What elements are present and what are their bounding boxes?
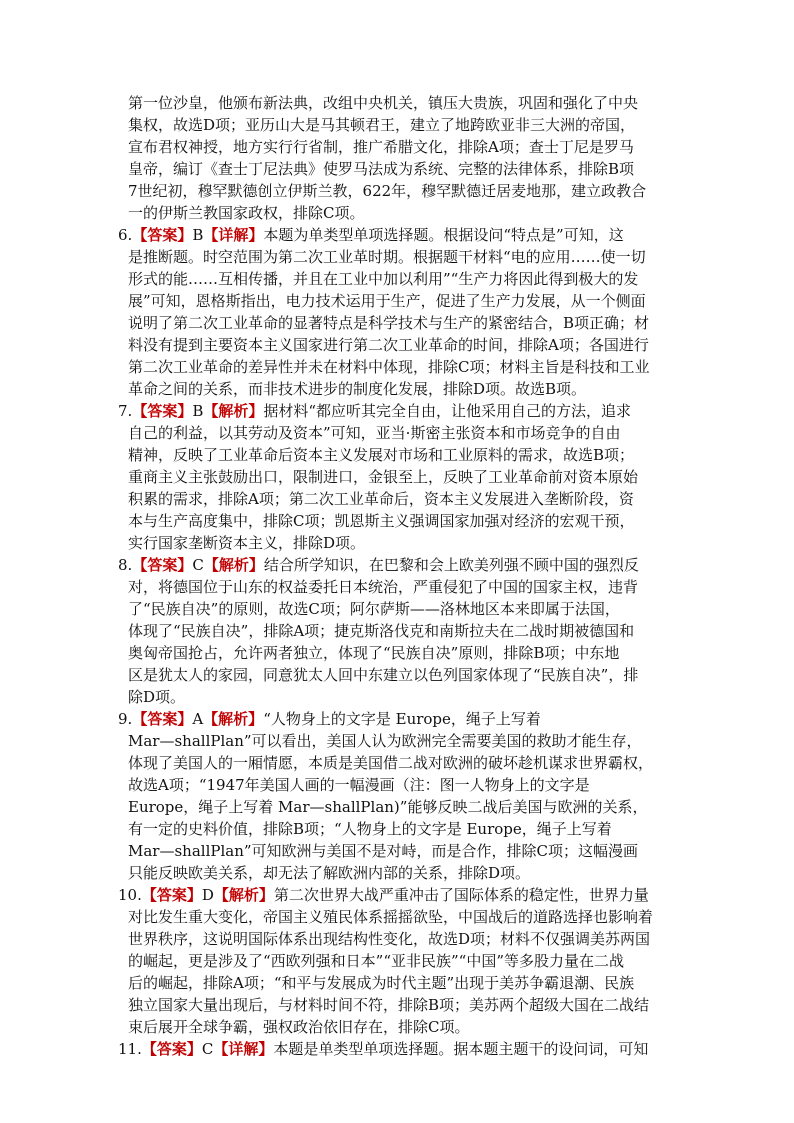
- explanation-text: Mar—shallPlan”可知欧洲与美国不是对峙，而是合作，排除C项；这幅漫画: [128, 842, 639, 860]
- text-line: [118, 994, 684, 1016]
- text-line: [118, 906, 684, 928]
- answer-tag: 【答案】: [132, 710, 193, 728]
- text-line: [118, 818, 684, 840]
- explanation-text: 体现了美国人的一厢情愿，本质是美国借二战对欧洲的破坏趁机谋求世界霸权，: [128, 754, 654, 772]
- explanation-tag: 【详解】: [213, 1040, 274, 1058]
- answer-item: [118, 1038, 684, 1060]
- text-line: [118, 400, 684, 422]
- explanation-text: 除D项。: [128, 688, 186, 706]
- explanation-text: Mar—shallPlan”可以看出，美国人认为欧洲完全需要美国的救助才能生存，: [128, 732, 642, 750]
- explanation-tag: 【解析】: [203, 556, 264, 574]
- text-line: [118, 730, 684, 752]
- text-line: [118, 378, 684, 400]
- question-number: 8.: [118, 556, 133, 574]
- question-number: 9.: [118, 710, 133, 728]
- explanation-text: 体现了“民族自决”，排除A项；捷克斯洛伐克和南斯拉夫在二战时期被德国和: [128, 622, 635, 640]
- explanation-text: 束后展开全球争霸，强权政治依旧存在，排除C项。: [128, 1018, 470, 1036]
- text-line: [118, 422, 684, 444]
- explanation-tag: 【解析】: [213, 886, 274, 904]
- explanation-text: 后的崛起，排除A项；“和平与发展成为时代主题”出现于美苏争霸退潮、民族: [128, 974, 635, 992]
- text-line: [118, 664, 684, 686]
- explanation-text: 独立国家大量出现后，与材料时间不符，排除B项；美苏两个超级大国在二战结: [128, 996, 650, 1014]
- text-line: [118, 840, 684, 862]
- text-line: [118, 444, 684, 466]
- text-line: [118, 312, 684, 334]
- text-line: [118, 708, 684, 730]
- explanation-text: 料没有提到主要资本主义国家进行第二次工业革命的时间，排除A项；各国进行: [128, 336, 649, 354]
- explanation-text: 结合所学知识，在巴黎和会上欧美列强不顾中国的强烈反: [263, 556, 639, 574]
- explanation-text: 对，将德国位于山东的权益委托日本统治，严重侵犯了中国的国家主权，违背: [128, 578, 639, 596]
- explanation-text: 积累的需求，排除A项；第二次工业革命后，资本主义发展进入垄断阶段，资: [128, 490, 634, 508]
- text-line: [118, 972, 684, 994]
- answer-item: [118, 554, 684, 708]
- text-line: [118, 466, 684, 488]
- explanation-tag: 【解析】: [203, 710, 264, 728]
- answer-tag: 【答案】: [132, 402, 193, 420]
- text-line: [118, 686, 684, 708]
- text-line: 宣布君权神授，地方实行行省制，推广希腊文化，排除A项；查士丁尼是罗马: [128, 138, 634, 156]
- text-line: [118, 554, 684, 576]
- answer-tag: 【答案】: [132, 556, 193, 574]
- text-line: [118, 246, 684, 268]
- explanation-text: 说明了第二次工业革命的显著特点是科学技术与生产的紧密结合，B项正确；材: [128, 314, 650, 332]
- explanation-text: 故选A项；“1947年美国人画的一幅漫画（注：图一人物身上的文字是: [128, 776, 590, 794]
- explanation-text: 是推断题。时空范围为第二次工业革时期。根据题干材料“电的应用……使一切: [128, 248, 646, 266]
- text-line: [118, 884, 684, 906]
- text-line: 集权，故选D项；亚历山大是马其顿君王，建立了地跨欧亚非三大洲的帝国，: [128, 116, 636, 134]
- text-line: [118, 290, 684, 312]
- text-line: 第一位沙皇，他颁布新法典，改组中央机关，镇压大贵族，巩固和强化了中央: [128, 94, 639, 112]
- explanation-text: 第二次工业革命的差异性并未在材料中体现，排除C项；材料主旨是科技和工业: [128, 358, 650, 376]
- explanation-text: 革命之间的关系，而非技术进步的制度化发展，排除D项。故选B项。: [128, 380, 587, 398]
- answer-tag: 【答案】: [132, 226, 193, 244]
- explanation-text: 区是犹太人的家园，同意犹太人回中东建立以色列国家体现了“民族自决”，排: [128, 666, 639, 684]
- explanation-text: 本题是单类型单项选择题。据本题主题干的设问词，可知: [273, 1040, 649, 1058]
- explanation-text: 的崛起，更是涉及了“西欧列强和日本”“亚非民族”“中国”等多股力量在二战: [128, 952, 625, 970]
- text-line: [118, 752, 684, 774]
- answer-letter: A: [192, 710, 204, 728]
- explanation-text: 据材料“都应听其完全自由，让他采用自己的方法，追求: [263, 402, 632, 420]
- explanation-text: 展”可知，恩格斯指出，电力技术运用于生产，促进了生产力发展，从一个侧面: [128, 292, 646, 310]
- text-line: [118, 950, 684, 972]
- text-line: [118, 774, 684, 796]
- question-number: 6.: [118, 226, 133, 244]
- text-line: [118, 334, 684, 356]
- explanation-text: Europe，绳子上写着 Mar—shallPlan)”能够反映二战后美国与欧洲的关系，: [128, 798, 648, 816]
- answer-item: [118, 400, 684, 554]
- text-line: [118, 532, 684, 554]
- question-number: 11.: [118, 1040, 142, 1058]
- answer-item: [118, 708, 684, 884]
- text-line: 皇帝，编订《查士丁尼法典》使罗马法成为系统、完整的法律体系，排除B项: [128, 160, 635, 178]
- text-line: 7世纪初，穆罕默德创立伊斯兰教，622年，穆罕默德迁居麦地那，建立政教合: [128, 182, 647, 200]
- explanation-text: 形式的能……互相传播，并且在工业中加以利用”“生产力将因此得到极大的发: [128, 270, 639, 288]
- text-line: [118, 268, 684, 290]
- answer-letter: D: [201, 886, 214, 904]
- text-line: [118, 224, 684, 246]
- text-line: 一的伊斯兰教国家政权，排除C项。: [128, 204, 365, 222]
- text-line: [118, 488, 684, 510]
- text-line: [118, 1016, 684, 1038]
- answer-item: [118, 224, 684, 400]
- answer-tag: 【答案】: [141, 1040, 202, 1058]
- explanation-text: 了“民族自决”的原则，故选C项；阿尔萨斯——洛林地区本来即属于法国，: [128, 600, 620, 618]
- question-number: 10.: [118, 886, 142, 904]
- explanation-text: 对比发生重大变化，帝国主义殖民体系摇摇欲坠，中国战后的道路选择也影响着: [128, 908, 654, 926]
- explanation-text: 只能反映欧美关系，却无法了解欧洲内部的关系，排除D项。: [128, 864, 531, 882]
- answer-tag: 【答案】: [141, 886, 202, 904]
- answer-letter: C: [192, 556, 204, 574]
- explanation-text: 奥匈帝国抢占，允许两者独立，体现了“民族自决”原则，排除B项；中东地: [128, 644, 620, 662]
- explanation-text: 重商主义主张鼓励出口，限制进口，金银至上，反映了工业革命前对资本原始: [128, 468, 639, 486]
- text-line: [118, 356, 684, 378]
- text-line: [118, 576, 684, 598]
- text-line: [118, 642, 684, 664]
- document-page: [118, 92, 684, 1060]
- text-line: [118, 928, 684, 950]
- text-line: [118, 1038, 684, 1060]
- text-line: [118, 620, 684, 642]
- explanation-text: 世界秩序，这说明国际体系出现结构性变化，故选D项；材料不仅强调美苏两国: [128, 930, 651, 948]
- answer-letter: B: [192, 402, 204, 420]
- explanation-text: 第二次世界大战严重冲击了国际体系的稳定性，世界力量: [273, 886, 649, 904]
- question-number: 7.: [118, 402, 133, 420]
- text-line: [118, 862, 684, 884]
- explanation-text: 本与生产高度集中，排除C项；凯恩斯主义强调国家加强对经济的宏观干预，: [128, 512, 635, 530]
- answer-item: [118, 884, 684, 1038]
- text-line: [118, 510, 684, 532]
- explanation-tag: 【详解】: [203, 226, 264, 244]
- answer-letter: B: [192, 226, 204, 244]
- explanation-text: 自己的利益，以其劳动及资本”可知，亚当·斯密主张资本和市场竞争的自由: [128, 424, 621, 442]
- explanation-text: 精神，反映了工业革命后资本主义发展对市场和工业原料的需求，故选B项；: [128, 446, 635, 464]
- continuation-paragraph: [118, 92, 684, 224]
- explanation-text: 本题为单类型单项选择题。根据设问“特点是”可知，这: [263, 226, 624, 244]
- answer-letter: C: [201, 1040, 214, 1058]
- explanation-text: “人物身上的文字是 Europe，绳子上写着: [263, 710, 541, 728]
- explanation-text: 实行国家垄断资本主义，排除D项。: [128, 534, 366, 552]
- explanation-text: 有一定的史料价值，排除B项；“人物身上的文字是 Europe，绳子上写着: [128, 820, 612, 838]
- text-line: [118, 598, 684, 620]
- explanation-tag: 【解析】: [203, 402, 264, 420]
- text-line: [118, 796, 684, 818]
- answer-list: [118, 224, 684, 1060]
